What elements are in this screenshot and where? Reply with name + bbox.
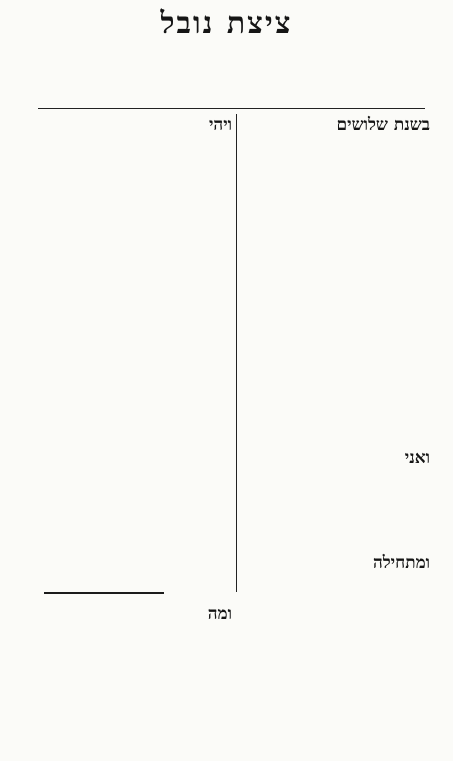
text-line <box>240 733 430 740</box>
section-heading: בשנת שלושים <box>336 115 430 135</box>
text-line <box>44 368 232 375</box>
text-line <box>44 191 232 198</box>
text-line <box>44 430 232 437</box>
text-line <box>44 285 232 292</box>
section-gap <box>240 542 430 552</box>
ornament-bar <box>44 592 164 594</box>
text-line <box>240 316 430 323</box>
text-line <box>44 274 232 281</box>
text-line <box>240 692 430 699</box>
text-line <box>44 472 232 479</box>
left-column <box>44 114 232 646</box>
text-line <box>240 243 430 250</box>
text-line <box>44 389 232 396</box>
text-line <box>240 420 430 427</box>
text-line <box>240 661 430 668</box>
text-line <box>44 639 232 646</box>
text-line <box>240 171 430 178</box>
text-line <box>44 233 232 240</box>
text-line <box>44 295 232 302</box>
text-line <box>240 525 430 532</box>
text-line <box>240 223 430 230</box>
text-line <box>44 358 232 365</box>
text-line <box>44 410 232 417</box>
text-line <box>240 337 430 344</box>
text-line <box>240 285 430 292</box>
text-line <box>240 483 430 490</box>
text-line <box>240 702 430 709</box>
text-line <box>44 420 232 427</box>
column-divider <box>236 114 237 592</box>
text-line <box>240 671 430 678</box>
text-line <box>44 212 232 219</box>
text-line <box>44 482 232 489</box>
text-line <box>240 504 430 511</box>
intro-line <box>40 74 423 82</box>
text-line <box>240 191 430 198</box>
text-line <box>44 264 232 271</box>
text-line <box>240 181 430 188</box>
text-line <box>240 430 430 437</box>
text-line <box>240 233 430 240</box>
text-line <box>44 202 232 209</box>
text-line <box>44 399 232 406</box>
text-line <box>240 577 430 584</box>
text-line <box>240 212 430 219</box>
text-line <box>44 254 232 261</box>
text-line <box>240 588 430 595</box>
text-line <box>44 524 232 531</box>
text-line <box>240 389 430 396</box>
text-line <box>240 368 430 375</box>
text-line <box>44 441 232 448</box>
intro-line <box>40 52 423 60</box>
text-line <box>44 534 232 541</box>
text-line <box>44 555 232 562</box>
intro-line <box>40 63 423 71</box>
text-line <box>240 494 430 501</box>
text-line <box>44 378 232 385</box>
text-line <box>44 181 232 188</box>
text-line <box>240 619 430 626</box>
text-line <box>44 316 232 323</box>
text-line <box>240 713 430 720</box>
right-column <box>240 114 430 761</box>
text-line <box>240 514 430 521</box>
intro-paragraph <box>40 52 423 108</box>
text-line <box>44 223 232 230</box>
text-line <box>44 347 232 354</box>
text-line <box>240 473 430 480</box>
text-line <box>240 150 430 157</box>
text-line <box>44 337 232 344</box>
text-line <box>240 139 430 146</box>
section-gap <box>44 593 232 603</box>
text-line <box>44 565 232 572</box>
text-line <box>240 347 430 354</box>
page-title: ציצת נובל <box>160 6 293 41</box>
text-line <box>44 576 232 583</box>
text-line <box>240 650 430 657</box>
text-line <box>44 160 232 167</box>
text-line <box>44 171 232 178</box>
section-heading: ומה <box>207 604 232 625</box>
text-line <box>44 629 232 636</box>
text-line <box>44 545 232 552</box>
text-line <box>44 326 232 333</box>
text-line <box>240 295 430 302</box>
text-line <box>240 264 430 271</box>
text-line <box>240 160 430 167</box>
text-line <box>240 254 430 261</box>
text-line <box>240 629 430 636</box>
text-line <box>240 202 430 209</box>
section-heading: ויהי <box>208 115 232 135</box>
text-line <box>44 493 232 500</box>
header-rule <box>38 108 425 109</box>
text-line <box>240 640 430 647</box>
text-line <box>240 306 430 313</box>
text-line <box>240 754 430 761</box>
text-line <box>240 535 430 542</box>
text-line <box>240 744 430 751</box>
text-line <box>240 399 430 406</box>
section-heading: ומתחילה <box>372 553 430 574</box>
text-line <box>44 503 232 510</box>
text-line <box>44 513 232 520</box>
text-line <box>240 410 430 417</box>
text-line <box>44 306 232 313</box>
text-line <box>240 326 430 333</box>
intro-line <box>40 96 423 104</box>
text-line <box>240 378 430 385</box>
section-heading: ואני <box>404 448 430 469</box>
text-line <box>44 462 232 469</box>
text-line <box>240 723 430 730</box>
text-line <box>240 681 430 688</box>
text-line <box>240 598 430 605</box>
text-line <box>44 139 232 146</box>
text-line <box>240 358 430 365</box>
text-line <box>44 150 232 157</box>
intro-line <box>40 85 423 93</box>
text-line <box>240 609 430 616</box>
text-line <box>240 274 430 281</box>
text-line <box>44 451 232 458</box>
text-line <box>44 243 232 250</box>
section-gap <box>240 437 430 447</box>
